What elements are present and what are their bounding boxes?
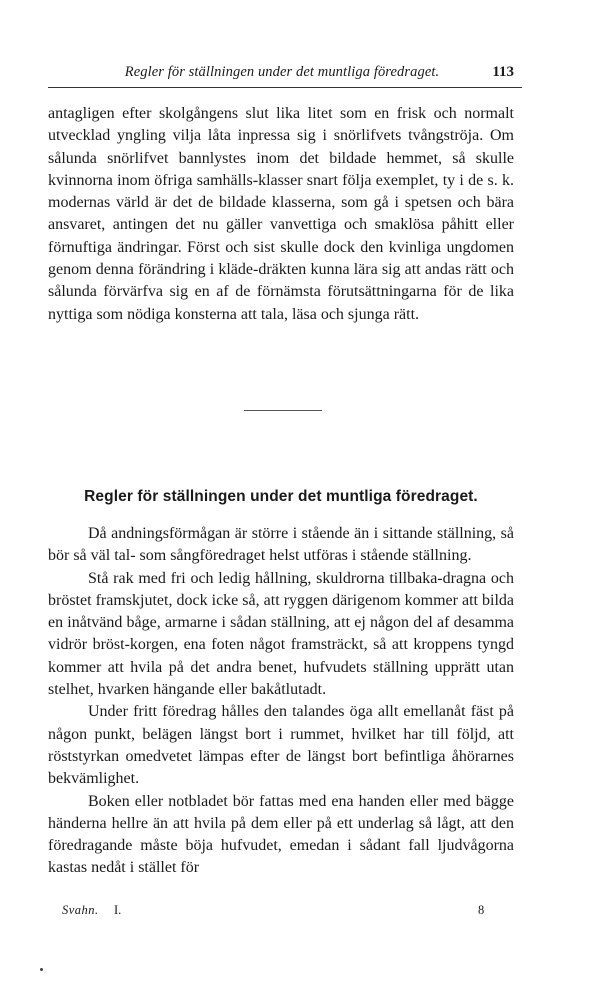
section-paragraph: Under fritt föredrag hålles den talandes öga allt emellanåt fäst på någon punkt, belägen längst bort i rummet, hvilket har till följd, att röststyrkan omedvetet lämpas efter de längst bort befintliga åhörarnes bekvämlighet. [48, 703, 514, 788]
section-paragraph: Boken eller notbladet bör fattas med ena handen eller med bägge händerna hellre än att hvila på dem eller på ett underlag så lågt, att den föredragande måste böja hufvudet, emedan i sådant fall ljudvågorna kastas nedåt i stället för [48, 792, 514, 877]
section-paragraph: Stå rak med fri och ledig hållning, skuldrorna tillbaka-dragna och bröstet framskjutet, dock icke så, att ryggen därigenom kommer att bilda en inåtvänd båge, armarne i sådan ställning, att ej någon del af desamma vidrör bröst-korgen, ena foten något framsträckt, så att kroppens tyngd kommer att hvila på det andra benet, hufvudets ställning upprätt utan stelhet, hvarken hängande eller bakåtlutadt. [48, 569, 514, 699]
intro-text [48, 103, 514, 326]
print-speck [40, 968, 43, 971]
section-paragraph: Då andningsförmågan är större i stående än i sittande ställning, så bör så väl tal- som sångföredraget helst utföras i stående ställning. [48, 525, 514, 565]
section-body [48, 523, 514, 880]
running-title: Regler för ställningen under det muntliga föredraget. [124, 64, 440, 80]
section-divider [244, 410, 322, 411]
page-number: 113 [492, 64, 514, 80]
signature-author: Svahn. [62, 903, 99, 917]
intro-paragraph: antagligen efter skolgångens slut lika litet som en frisk och normalt utvecklad yngling vilja låta inpressa sig i snörlifvets tvångströja. Om sålunda snörlifvet bannlystes inom det bildade hemmet, så skulle kvinnorna inom öfriga samhälls-klasser snart följa exemplet, ty i de s. k. modernas värld är det de bildade klasserna, som gå i spetsen och bära ansvaret, antingen det nu gäller vanvettiga och smaklösa påhitt eller förnuftiga ändringar. Först och sist skulle dock den kvinliga ungdomen genom denna förändring i kläde-dräkten kunna lära sig att andas rätt och sålunda förvärfva sig en af de förnämsta förutsättningarna för de lika nyttiga som nödiga konsterna att tala, läsa och sjunga rätt. [48, 105, 514, 323]
signature-volume: I. [114, 903, 122, 917]
section-heading: Regler för ställningen under det muntliga föredraget. [84, 488, 478, 505]
header-rule [48, 87, 522, 88]
sheet-number: 8 [478, 903, 485, 917]
